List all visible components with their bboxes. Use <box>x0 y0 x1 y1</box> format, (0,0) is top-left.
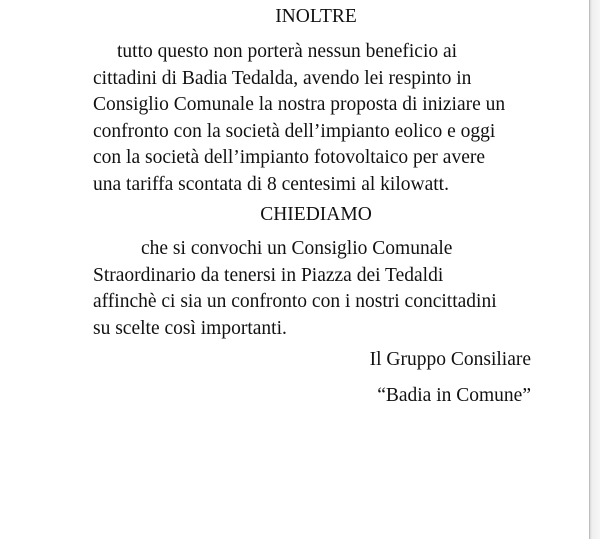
heading-chiediamo: CHIEDIAMO <box>260 204 372 225</box>
paragraph-line: confronto con la società dell’impianto eolico e oggi <box>93 120 496 142</box>
paragraph-line: una tariffa scontata di 8 centesimi al kilowatt. <box>93 173 449 195</box>
paragraph-line: su scelte così importanti. <box>93 317 287 339</box>
heading-inoltre: INOLTRE <box>275 6 357 27</box>
paragraph-line: che si convochi un Consiglio Comunale <box>141 238 453 259</box>
paragraph-line: cittadini di Badia Tedalda, avendo lei respinto in <box>93 67 472 89</box>
signature-name: “Badia in Comune” <box>377 385 531 406</box>
signature-group: Il Gruppo Consiliare <box>369 349 531 370</box>
paragraph-line: Straordinario da tenersi in Piazza dei Tedaldi <box>93 264 444 286</box>
paragraph-line: affinchè ci sia un confronto con i nostri concittadini <box>93 291 497 312</box>
paragraph-line: con la società dell’impianto fotovoltaico per avere <box>93 147 486 168</box>
paragraph-chiediamo <box>93 236 497 342</box>
paragraph-line: Consiglio Comunale la nostra proposta di iniziare un <box>93 94 506 115</box>
paragraph-inoltre <box>93 39 505 198</box>
page-edge-shadow <box>589 0 600 539</box>
paragraph-line: tutto questo non porterà nessun beneficio ai <box>117 41 458 62</box>
